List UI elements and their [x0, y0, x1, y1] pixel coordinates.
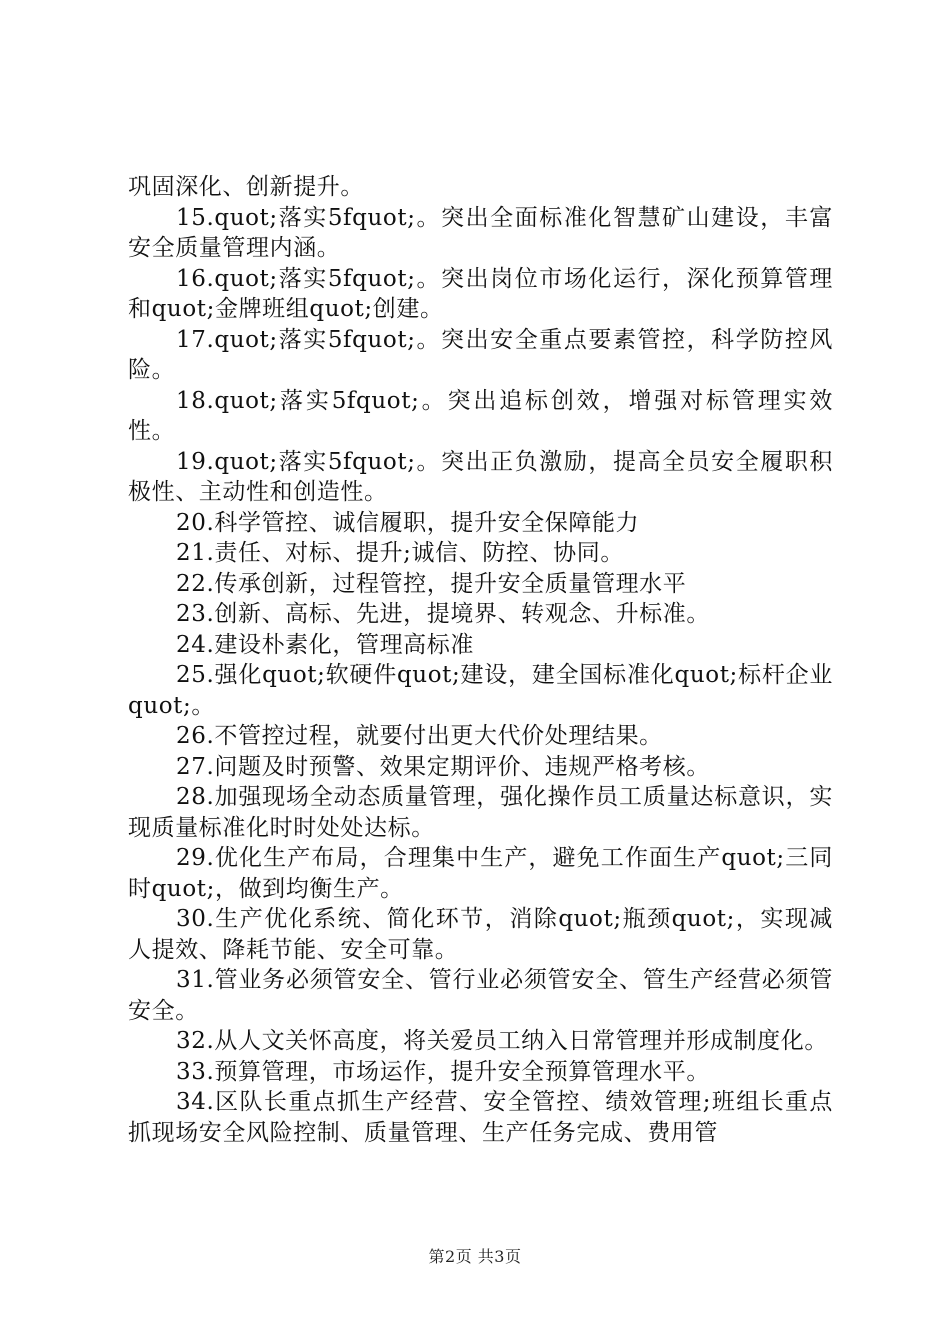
- paragraph-item-28: 28.加强现场全动态质量管理，强化操作员工质量达标意识，实现质量标准化时时处处达标。: [128, 784, 833, 841]
- paragraph-item-25: 25.强化quot;软硬件quot;建设，建全国标准化quot;标杆企业quot;。: [128, 662, 833, 719]
- paragraph-item-31: 31.管业务必须管安全、管行业必须管安全、管生产经营必须管安全。: [128, 967, 833, 1024]
- paragraph-item-15: 15.quot;落实5fquot;。突出全面标准化智慧矿山建设，丰富安全质量管理内涵。: [128, 204, 833, 261]
- paragraph-item-22: 22.传承创新，过程管控，提升安全质量管理水平: [176, 570, 687, 597]
- paragraph-item-33: 33.预算管理，市场运作，提升安全预算管理水平。: [176, 1058, 710, 1085]
- paragraph-item-21: 21.责任、对标、提升;诚信、防控、协同。: [176, 540, 624, 566]
- paragraph-item-30: 30.生产优化系统、简化环节，消除quot;瓶颈quot;，实现减人提效、降耗节能、安全可靠。: [128, 906, 833, 963]
- paragraph-item-29: 29.优化生产布局，合理集中生产，避免工作面生产quot;三同时quot;，做到均衡生产。: [128, 845, 833, 902]
- page-footer: 第2页 共3页: [428, 1247, 522, 1266]
- document-body: [128, 172, 833, 1148]
- paragraph-continuation: 巩固深化、创新提升。: [128, 174, 364, 200]
- paragraph-item-27: 27.问题及时预警、效果定期评价、违规严格考核。: [176, 753, 710, 780]
- paragraph-item-20: 20.科学管控、诚信履职，提升安全保障能力: [176, 509, 640, 536]
- paragraph-item-32: 32.从人文关怀高度，将关爱员工纳入日常管理并形成制度化。: [176, 1028, 828, 1054]
- paragraph-item-17: 17.quot;落实5fquot;。突出安全重点要素管控，科学防控风险。: [128, 326, 833, 383]
- paragraph-item-19: 19.quot;落实5fquot;。突出正负激励，提高全员安全履职积极性、主动性和创造性。: [128, 448, 833, 505]
- paragraph-item-18: 18.quot;落实5fquot;。突出追标创效，增强对标管理实效性。: [128, 387, 833, 444]
- paragraph-item-24: 24.建设朴素化，管理高标准: [176, 631, 474, 658]
- paragraph-item-23: 23.创新、高标、先进，提境界、转观念、升标准。: [176, 601, 710, 627]
- paragraph-item-16: 16.quot;落实5fquot;。突出岗位市场化运行，深化预算管理和quot;金牌班组quot;创建。: [128, 265, 833, 322]
- paragraph-item-26: 26.不管控过程，就要付出更大代价处理结果。: [176, 723, 663, 749]
- paragraph-item-34: 34.区队长重点抓生产经营、安全管控、绩效管理;班组长重点抓现场安全风险控制、质量管理、生产任务完成、费用管: [128, 1089, 833, 1146]
